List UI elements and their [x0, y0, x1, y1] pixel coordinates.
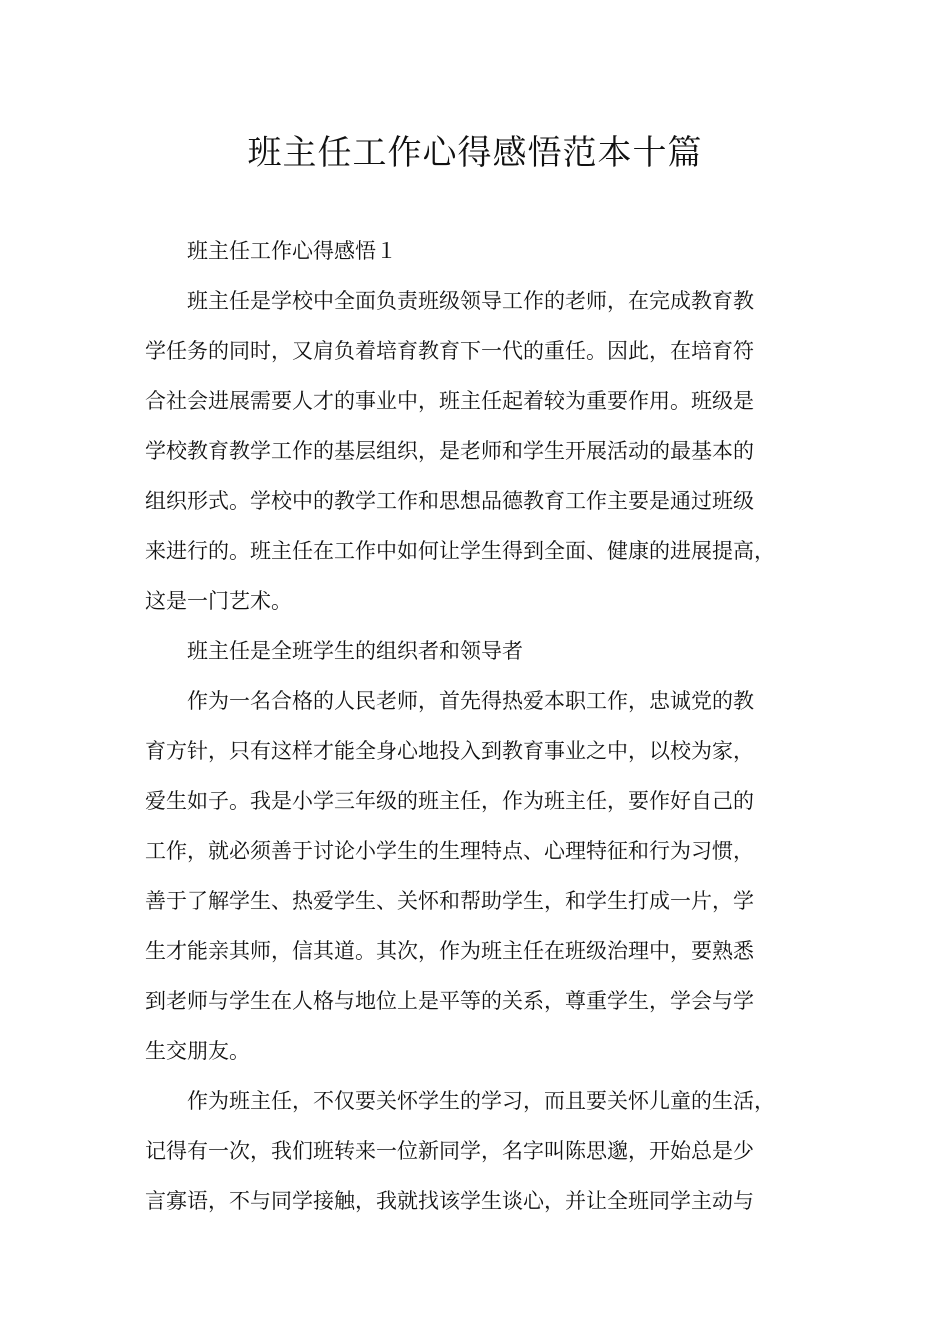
text-line: 班主任是全班学生的组织者和领导者	[187, 639, 523, 663]
text-line: 作为一名合格的人民老师，首先得热爱本职工作，忠诚党的教	[187, 689, 754, 713]
document-title: 班主任工作心得感悟范本十篇	[247, 133, 703, 173]
text-line: 爱生如子。我是小学三年级的班主任，作为班主任，要作好自己的	[145, 789, 754, 813]
text-line: 工作，就必须善于讨论小学生的生理特点、心理特征和行为习惯，	[145, 839, 754, 863]
paragraph-care	[145, 1076, 817, 1226]
section-heading-1	[145, 226, 817, 276]
text-line: 生交朋友。	[145, 1039, 250, 1063]
text-line: 合社会进展需要人才的事业中，班主任起着较为重要作用。班级是	[145, 389, 754, 413]
text-line: 育方针，只有这样才能全身心地投入到教育事业之中，以校为家，	[145, 739, 754, 763]
text-line: 作为班主任，不仅要关怀学生的学习，而且要关怀儿童的生活，	[187, 1089, 775, 1113]
text-line: 生才能亲其师，信其道。其次，作为班主任在班级治理中，要熟悉	[145, 939, 754, 963]
paragraph-intro	[145, 276, 817, 626]
text-line: 来进行的。班主任在工作中如何让学生得到全面、健康的进展提高，	[145, 539, 775, 563]
text-line: 班主任工作心得感悟１	[187, 239, 397, 263]
text-line: 这是一门艺术。	[145, 589, 292, 613]
text-line: 善于了解学生、热爱学生、关怀和帮助学生，和学生打成一片，学	[145, 889, 754, 913]
text-line: 班主任是学校中全面负责班级领导工作的老师，在完成教育教	[187, 289, 754, 313]
text-line: 到老师与学生在人格与地位上是平等的关系，尊重学生，学会与学	[145, 989, 754, 1013]
text-line: 组织形式。学校中的教学工作和思想品德教育工作主要是通过班级	[145, 489, 754, 513]
text-line: 学校教育教学工作的基层组织，是老师和学生开展活动的最基本的	[145, 439, 754, 463]
document-body	[145, 226, 817, 1226]
paragraph-teacher	[145, 676, 817, 1076]
section-subheading	[145, 626, 817, 676]
text-line: 记得有一次，我们班转来一位新同学，名字叫陈思邈，开始总是少	[145, 1139, 754, 1163]
text-line: 学任务的同时，又肩负着培育教育下一代的重任。因此，在培育符	[145, 339, 754, 363]
text-line: 言寡语，不与同学接触，我就找该学生谈心，并让全班同学主动与	[145, 1189, 754, 1213]
